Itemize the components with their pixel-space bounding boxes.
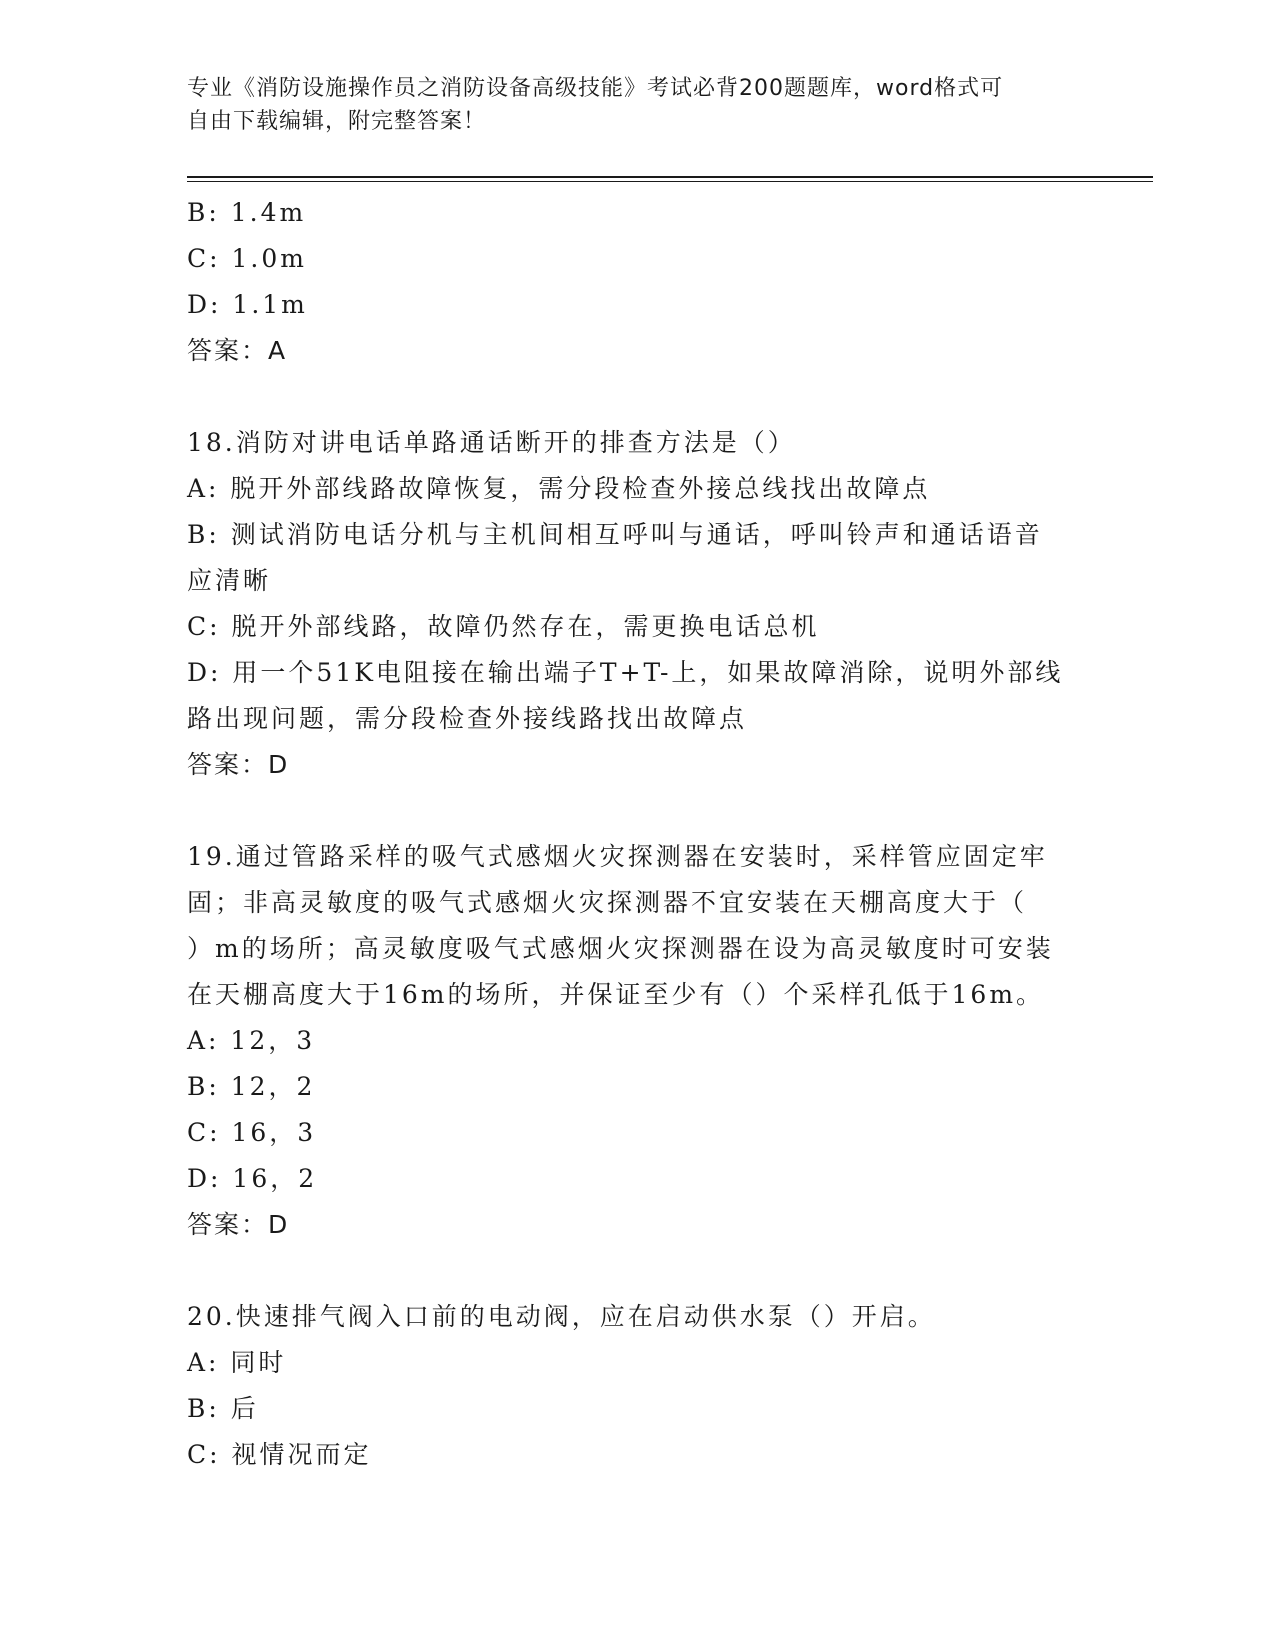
spacer	[187, 1248, 1087, 1294]
question-list	[187, 190, 1087, 1478]
option-a: A: 同时	[187, 1348, 287, 1377]
option-b: B: 12，2	[187, 1072, 316, 1101]
option-d: D: 16，2	[187, 1164, 318, 1193]
option-c: C: 脱开外部线路，故障仍然存在，需更换电话总机	[187, 612, 820, 641]
option-c: C: 视情况而定	[187, 1440, 372, 1469]
question-17	[187, 190, 1087, 374]
header-divider-thin	[187, 181, 1153, 182]
question-text-line-3: ）m的场所；高灵敏度吸气式感烟火灾探测器在设为高灵敏度时可安装	[187, 934, 1054, 963]
header-line-1: 专业《消防设施操作员之消防设备高级技能》考试必背200题题库，word格式可	[187, 76, 1004, 101]
option-b: B: 后	[187, 1394, 259, 1423]
question-text: 20.快速排气阀入口前的电动阀，应在启动供水泵（）开启。	[187, 1302, 936, 1331]
document-header	[187, 72, 1087, 138]
question-19	[187, 834, 1087, 1248]
option-c: C: 1.0m	[187, 244, 307, 273]
header-line-2: 自由下载编辑，附完整答案！	[187, 109, 487, 134]
option-b-line-2: 应清晰	[187, 566, 272, 595]
option-d: D: 1.1m	[187, 290, 308, 319]
option-d-line-1: D: 用一个51K电阻接在输出端子T+T-上，如果故障消除，说明外部线	[187, 658, 1064, 687]
question-text-line-4: 在天棚高度大于16m的场所，并保证至少有（）个采样孔低于16m。	[187, 980, 1045, 1009]
option-a: A: 脱开外部线路故障恢复，需分段检查外接总线找出故障点	[187, 474, 931, 503]
answer: 答案：D	[187, 750, 290, 779]
option-b: B: 1.4m	[187, 198, 307, 227]
option-a: A: 12，3	[187, 1026, 316, 1055]
question-text-line-2: 固；非高灵敏度的吸气式感烟火灾探测器不宜安装在天棚高度大于（	[187, 888, 1028, 917]
spacer	[187, 788, 1087, 834]
option-d-line-2: 路出现问题，需分段检查外接线路找出故障点	[187, 704, 748, 733]
question-text-line-1: 19.通过管路采样的吸气式感烟火灾探测器在安装时，采样管应固定牢	[187, 842, 1048, 871]
question-text: 18.消防对讲电话单路通话断开的排查方法是（）	[187, 428, 796, 457]
option-c: C: 16，3	[187, 1118, 317, 1147]
option-b-line-1: B: 测试消防电话分机与主机间相互呼叫与通话，呼叫铃声和通话语音	[187, 520, 1043, 549]
answer: 答案：D	[187, 1210, 290, 1239]
question-18	[187, 420, 1087, 788]
question-20	[187, 1294, 1087, 1478]
header-divider-thick	[187, 176, 1153, 178]
answer: 答案：A	[187, 336, 288, 365]
spacer	[187, 374, 1087, 420]
